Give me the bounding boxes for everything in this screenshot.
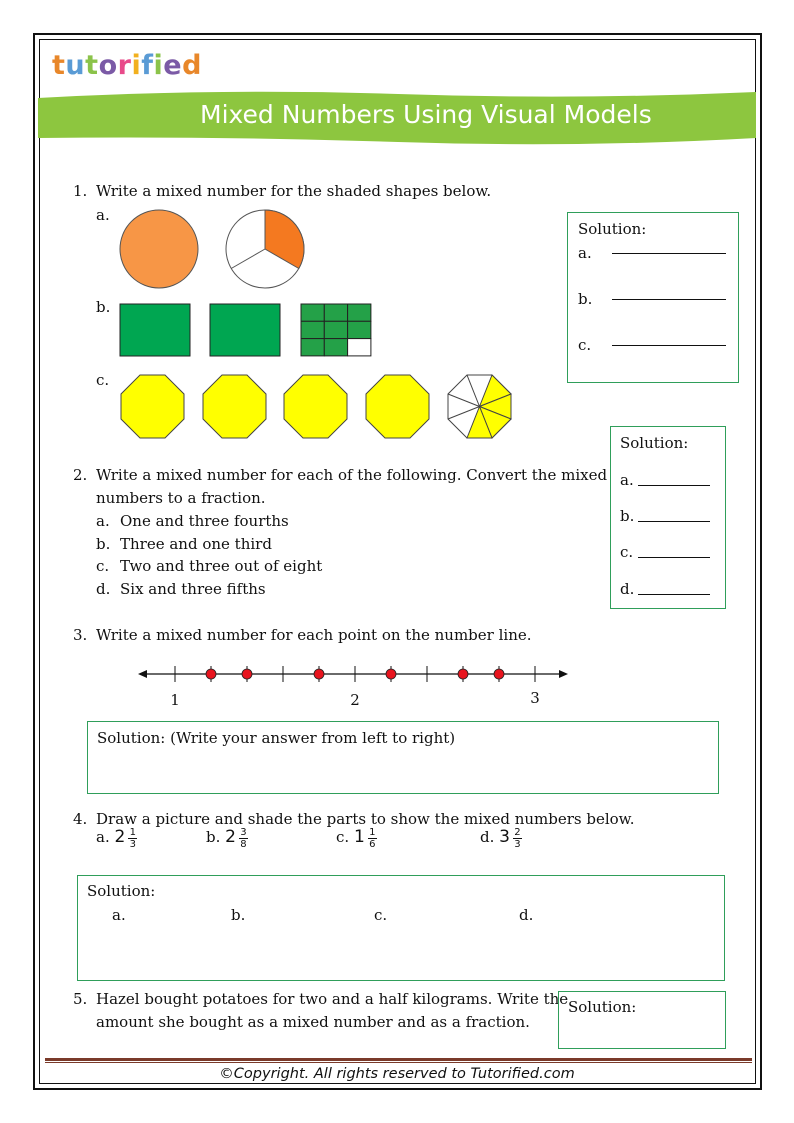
number-line	[135, 655, 575, 715]
q2-item-b-text: Three and one third	[120, 535, 272, 553]
q4-solution-box[interactable]	[77, 875, 725, 981]
footer-rule	[45, 1058, 752, 1061]
q4-item-b-denominator: 8	[240, 838, 247, 850]
q3-prompt: Write a mixed number for each point on the number line.	[96, 626, 532, 644]
q4-item-d-numerator: 2	[514, 826, 521, 838]
q4-item-a	[96, 826, 137, 850]
q4-item-a-label: a.	[96, 828, 110, 846]
partial-grid	[301, 304, 371, 356]
q4-prompt: Draw a picture and shade the parts to show the mixed numbers below.	[96, 810, 635, 828]
q2-answer-line-d[interactable]	[638, 594, 710, 595]
q2-item-c-label: c.	[96, 557, 110, 575]
q1b-shapes	[118, 302, 378, 360]
q1-solution-a-label: a.	[578, 244, 592, 262]
octagon-3	[284, 375, 347, 438]
q2-solution-c-label: c.	[620, 543, 634, 561]
q4-item-d	[480, 826, 522, 850]
q4-item-b	[206, 826, 248, 850]
number-line-point	[386, 669, 396, 679]
q2-item-d-text: Six and three fifths	[120, 580, 266, 598]
q2-number: 2.	[73, 466, 88, 484]
tutorified-logo	[52, 50, 202, 81]
q2-prompt-line2: numbers to a fraction.	[96, 489, 266, 507]
q1-solution-title: Solution:	[578, 220, 647, 238]
q1-solution-b-label: b.	[578, 290, 593, 308]
q4-item-d-fraction	[513, 827, 522, 850]
q4-item-a-denominator: 3	[129, 838, 137, 850]
q4-item-c-whole: 1	[353, 827, 365, 847]
logo-letter: o	[98, 50, 118, 81]
logo-letter: i	[131, 50, 142, 81]
q3-number: 3.	[73, 626, 88, 644]
q1-answer-line-a[interactable]	[612, 253, 726, 254]
number-line-point	[494, 669, 504, 679]
q2-item-c-text: Two and three out of eight	[120, 557, 323, 575]
logo-letter: t	[85, 50, 99, 81]
logo-letter: r	[117, 50, 132, 81]
q2-answer-line-b[interactable]	[638, 521, 710, 522]
q4-number: 4.	[73, 810, 88, 828]
q2-answer-line-a[interactable]	[638, 485, 710, 486]
logo-letter: f	[141, 50, 154, 81]
octagon-2	[203, 375, 266, 438]
logo-letter: u	[65, 50, 86, 81]
octagon-partial	[448, 375, 511, 438]
logo-letter: d	[182, 50, 202, 81]
number-line-point	[206, 669, 216, 679]
q4-item-d-whole: 3	[499, 827, 510, 847]
logo-letter: i	[153, 50, 164, 81]
q1a-shapes	[115, 205, 315, 295]
q2-answer-line-c[interactable]	[638, 557, 710, 558]
q4-solution-title: Solution:	[87, 882, 156, 900]
q2-solution-b-label: b.	[620, 507, 635, 525]
number-line-point	[314, 669, 324, 679]
q1-label-a: a.	[96, 206, 110, 224]
q4-item-a-fraction	[128, 827, 137, 850]
q2-solution-a-label: a.	[620, 471, 634, 489]
q1c-shapes	[115, 372, 525, 444]
full-rect-2	[210, 304, 280, 356]
q1-answer-line-b[interactable]	[612, 299, 726, 300]
number-line-label: 3	[530, 689, 540, 707]
left-arrow-icon	[138, 670, 147, 678]
q1-solution-box[interactable]	[567, 212, 739, 383]
octagon-4	[366, 375, 429, 438]
q4-item-c-denominator: 6	[369, 838, 376, 850]
q4-item-b-whole: 2	[225, 827, 236, 847]
q2-item-b-label: b.	[96, 535, 111, 553]
number-line-point	[458, 669, 468, 679]
q2-solution-box[interactable]	[610, 426, 726, 609]
q1-solution-c-label: c.	[578, 336, 592, 354]
q1-prompt: Write a mixed number for the shaded shapes below.	[96, 182, 492, 200]
q2-solution-d-label: d.	[620, 580, 635, 598]
full-rect-1	[120, 304, 190, 356]
q5-solution-title: Solution:	[568, 998, 637, 1016]
number-line-label: 1	[170, 691, 180, 709]
q5-prompt-line2: amount she bought as a mixed number and as a fraction.	[96, 1013, 530, 1031]
number-line-label: 2	[350, 691, 360, 709]
q4-item-d-label: d.	[480, 828, 495, 846]
q4-item-b-fraction	[239, 827, 248, 850]
q4-item-b-numerator: 3	[240, 826, 247, 838]
q4-item-c	[336, 826, 377, 850]
q4-item-b-label: b.	[206, 828, 221, 846]
q2-item-a-text: One and three fourths	[120, 512, 289, 530]
q4-solution-b: b.	[231, 906, 246, 924]
q4-item-c-numerator: 1	[369, 826, 376, 838]
q4-item-d-denominator: 3	[514, 838, 521, 850]
q4-item-a-whole: 2	[114, 827, 126, 847]
page-title: Mixed Numbers Using Visual Models	[200, 100, 652, 129]
q1-answer-line-c[interactable]	[612, 345, 726, 346]
footer-rule-thin	[45, 1062, 752, 1063]
q5-solution-box[interactable]	[558, 991, 726, 1049]
q4-solution-d: d.	[519, 906, 534, 924]
number-line-point	[242, 669, 252, 679]
q3-solution-title: Solution: (Write your answer from left to right)	[97, 729, 456, 747]
logo-letter: t	[52, 50, 66, 81]
q4-solution-c: c.	[374, 906, 388, 924]
q4-item-a-numerator: 1	[129, 826, 137, 838]
q3-solution-box[interactable]	[87, 721, 719, 794]
q4-item-c-fraction	[368, 827, 377, 850]
q2-solution-title: Solution:	[620, 434, 689, 452]
q1-number: 1.	[73, 182, 88, 200]
q1-label-b: b.	[96, 298, 111, 316]
logo-letter: e	[163, 50, 183, 81]
q2-item-d-label: d.	[96, 580, 111, 598]
octagon-1	[121, 375, 184, 438]
q5-number: 5.	[73, 990, 88, 1008]
q4-item-c-label: c.	[336, 828, 350, 846]
q5-prompt-line1: Hazel bought potatoes for two and a half kilograms. Write the	[96, 990, 569, 1008]
q2-prompt-line1: Write a mixed number for each of the following. Convert the mixed	[96, 466, 608, 484]
q1-label-c: c.	[96, 371, 110, 389]
q4-solution-a: a.	[112, 906, 126, 924]
footer-copyright: ©Copyright. All rights reserved to Tutorified.com	[219, 1066, 575, 1082]
q2-item-a-label: a.	[96, 512, 110, 530]
right-arrow-icon	[559, 670, 568, 678]
full-circle	[120, 210, 198, 288]
